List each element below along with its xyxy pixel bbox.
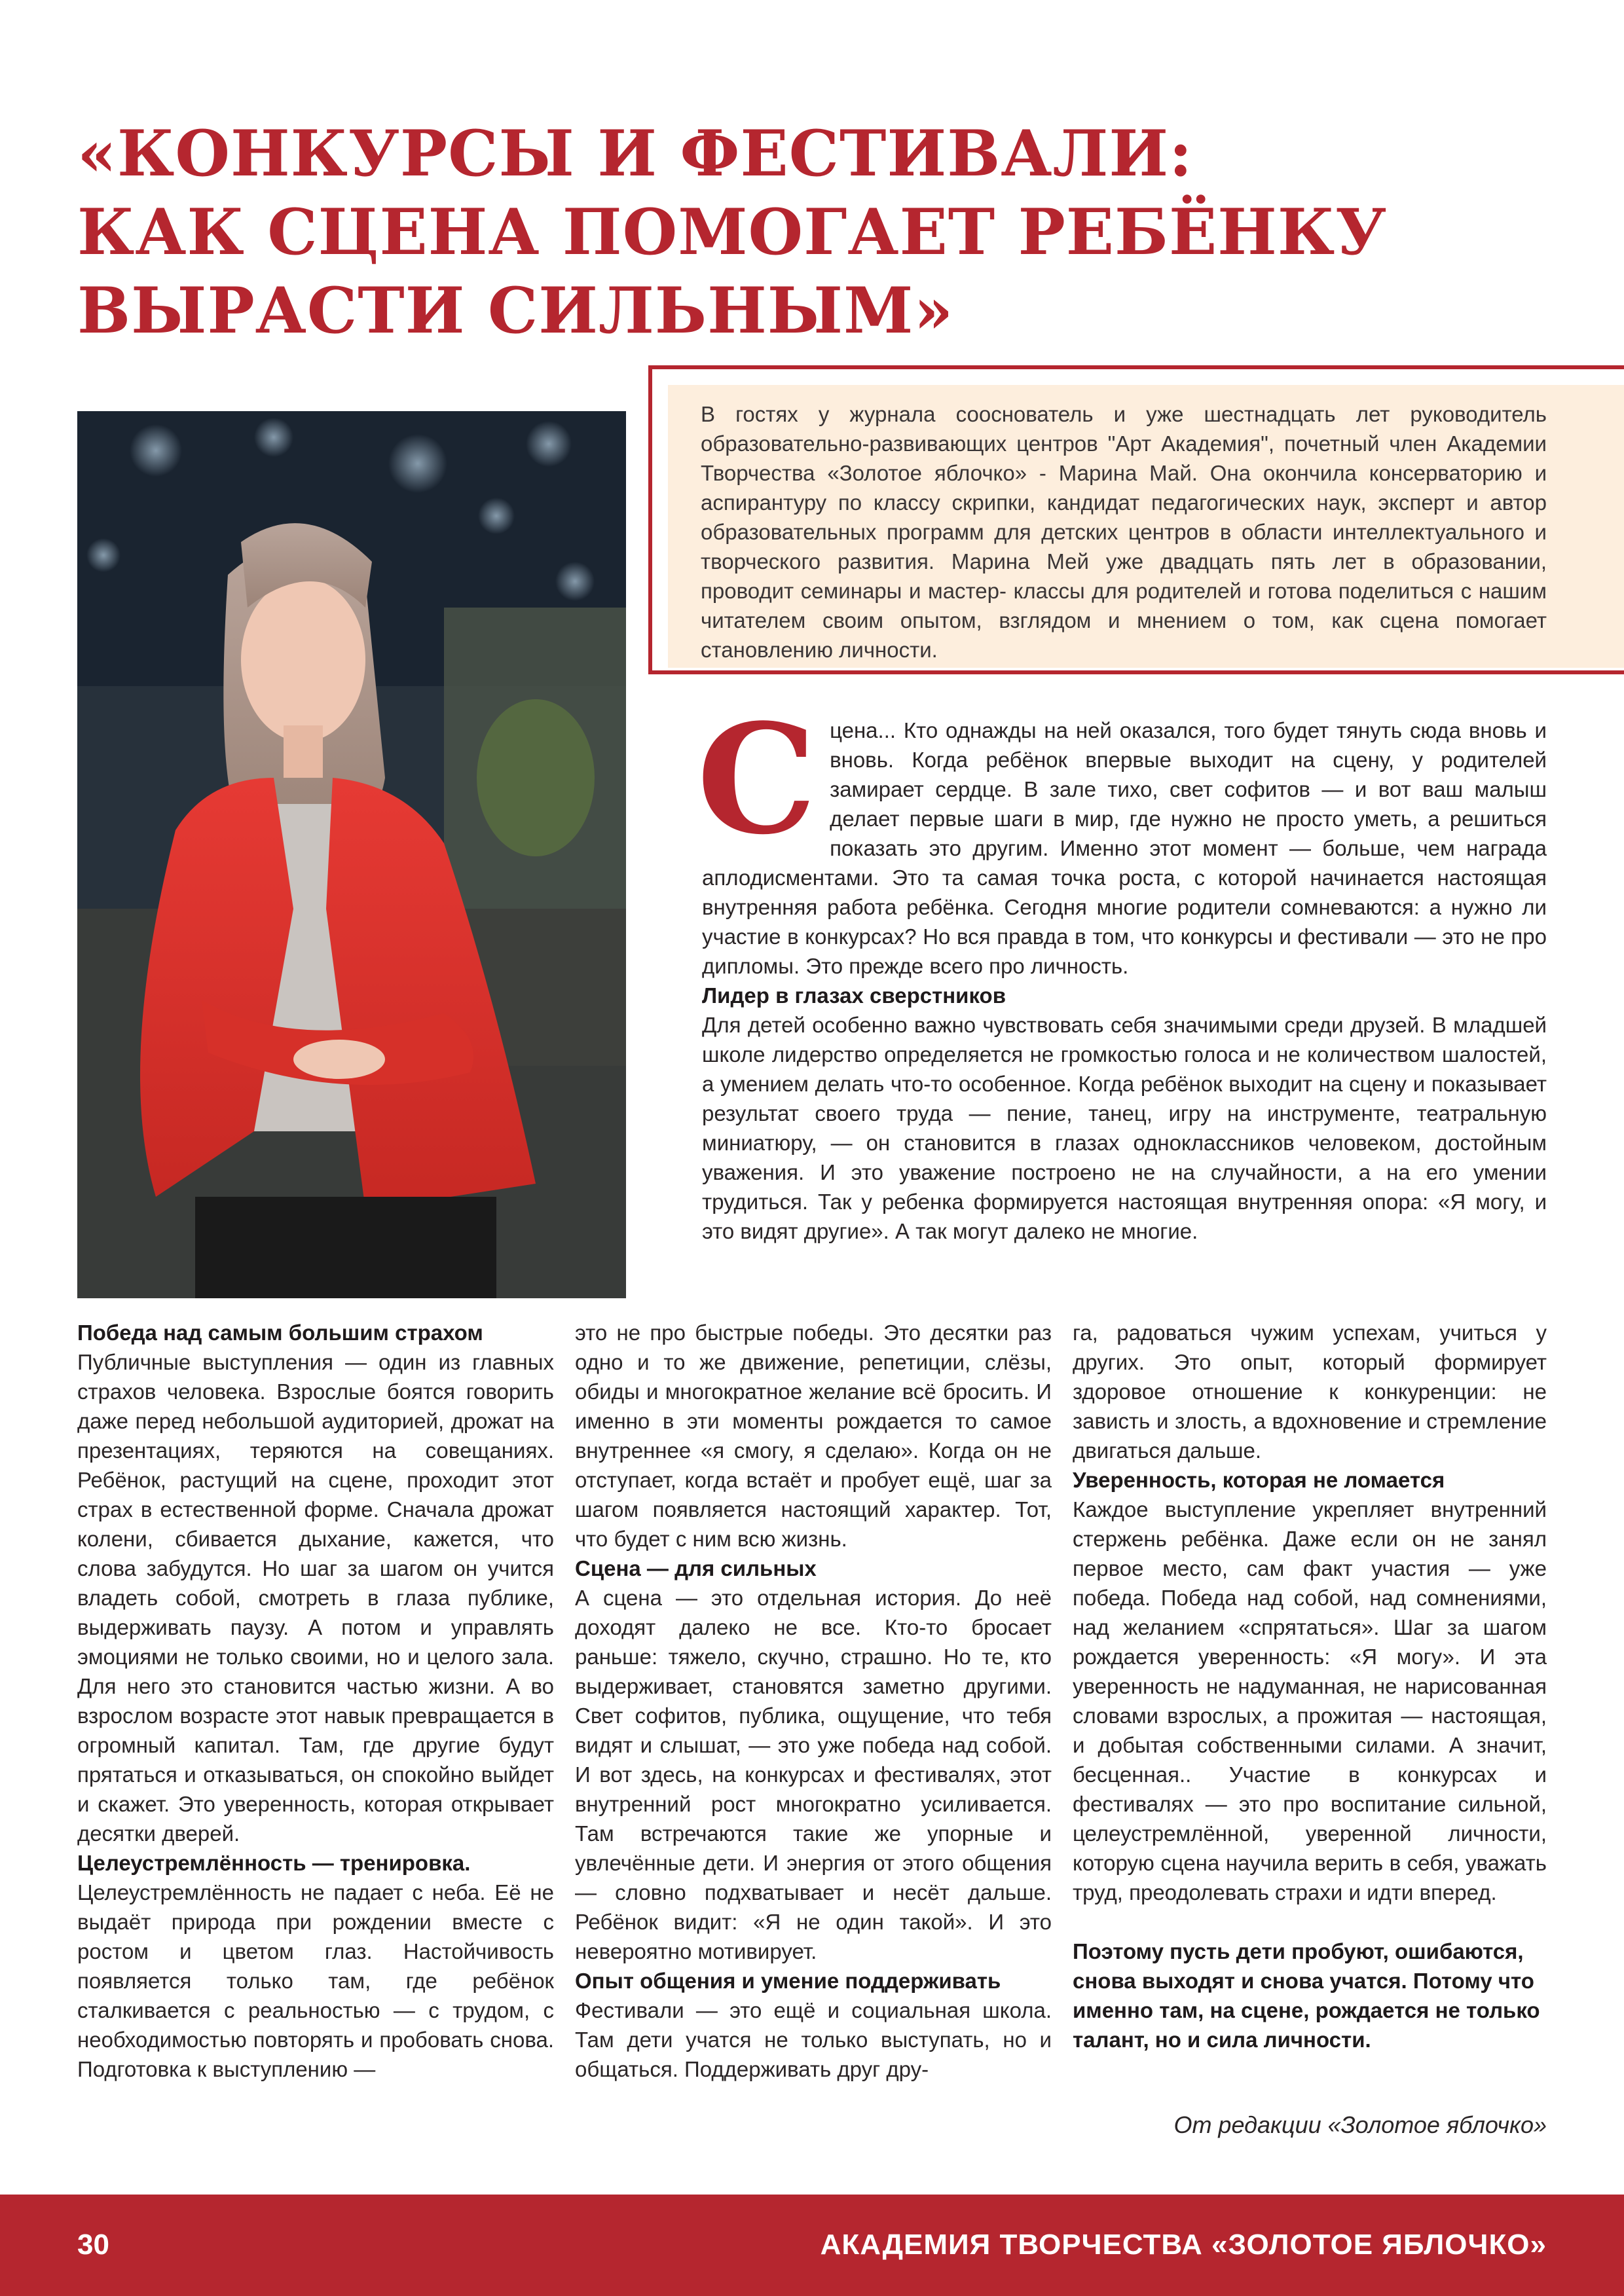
section-heading-confidence: Уверенность, которая не ломается [1073,1468,1445,1492]
section-heading-determination: Целеустремлённость — тренировка. [77,1851,471,1875]
article-column-2 [575,1318,1052,2084]
title-line-3: ВЫРАСТИ СИЛЬНЫМ» [77,274,954,348]
paragraph-communication-cont: га, радоваться чужим успехам, учиться у других. Это опыт, который формирует здоровое отношение к конкуренции: не зависть и злость, а вдохновение и стремление двигаться дальше. [1073,1321,1547,1463]
portrait-photo [77,411,626,1298]
paragraph-determination-cont: это не про быстрые победы. Это десятки раз одно и то же движение, репетиции, слёзы, обиды и многократное желание всё бросить. И именно в эти моменты рождается то самое внутреннее «я смогу, я сделаю». Когда он не отступает, когда встаёт и пробует ещё, шаг за шагом появляется настоящий характер. Тот, что будет с ним всю жизнь. [575,1321,1052,1551]
article-column-1 [77,1318,554,2084]
paragraph-fear: Публичные выступления — один из главных страхов человека. Взрослые боятся говорить даже перед небольшой аудиторией, дрожат на презентациях, теряются на совещаниях. Ребёнок, растущий на сцене, проходит этот страх в естественной форме. Сначала дрожат колени, сбивается дыхание, кажется, что слова забудутся. Но шаг за шагом он учится владеть собой, смотреть в глаза публике, выдерживать паузу. А потом и управлять эмоциями не только своими, но и целого зала. Для него это становится частью жизни. А во взрослом возрасте этот навык превращается в огромный капитал. Там, где другие будут прятаться и отказываться, он спокойно выйдет и скажет. Это уверенность, которая открывает десятки дверей. [77,1350,554,1846]
lead-paragraph: цена... Кто однажды на ней оказался, того будет тянуть сюда вновь и вновь. Когда ребёнок впервые выходит на сцену, у родителей замирает сердце. В зале тихо, свет софитов — и вот ваш малыш делает первые шаги в мир, где нужно не просто уметь, а решиться показать это другим. Именно этот момент — больше, чем награда аплодисментами. Это та самая точка роста, с которой начинается настоящая внутренняя работа ребёнка. Сегодня многие родители сомневаются: а нужно ли участие в конкурсах? Но вся правда в том, что конкурсы и фестивали — это не про дипломы. Это прежде всего про личность. [702,718,1547,978]
section-heading-stage: Сцена — для сильных [575,1556,817,1580]
paragraph-communication: Фестивали — это ещё и социальная школа. Там дети учатся не только выступать, но и общаться. Поддерживать друг дру- [575,1998,1052,2081]
closing-statement: Поэтому пусть дети пробуют, ошибаются, снова выходят и снова учатся. Потому что именно там, на сцене, рождается не только талант, но и сила личности. [1073,1939,1540,2052]
paragraph-confidence: Каждое выступление укрепляет внутренний стержень ребёнка. Даже если он не занял первое место, сам факт участия — уже победа. Победа над собой, над сомнениями, над желанием «спрятаться». Шаг за шагом рождается уверенность: «Я могу». И эта уверенность не надуманная, не нарисованная словами взрослых, а прожитая — настоящая, и добытая собственными силами. А значит, бесценная.. Участие в конкурсах и фестивалях — это про воспитание сильной, целеустремлённой, уверенной личности, которую сцена научила верить в себя, уважать труд, преодолевать страхи и идти вперед. [1073,1497,1547,1904]
intro-text: В гостях у журнала сооснователь и уже шестнадцать лет руководитель образовательно-развивающих центров "Арт Академия", почетный член Академии Творчества «Золотое яблочко» - Марина Май. Она окончила консерваторию и аспирантуру по классу скрипки, кандидат педагогических наук, эксперт и автор образовательных программ для детских центров в области интеллектуального и творческого развития. Марина Мей уже двадцать пять лет в образовании, проводит семинары и мастер- классы для родителей и готова поделиться с нашим читателем своим опытом, взглядом и мнением о том, как сцена помогает становлению личности. [701,402,1547,662]
drop-cap: С [697,691,817,868]
paragraph-leader: Для детей особенно важно чувствовать себя значимыми среди друзей. В младшей школе лидерство определяется не громкостью голоса и не количеством шалостей, а умением делать что-то особенное. Когда ребёнок выходит на сцену и показывает результат своего труда — пение, танец, игру на инструменте, театральную миниатюру, — он становится в глазах одноклассников человеком, достойным уважения. И это уважение построено не на случайности, а на его умении трудиться. Так у ребенка формируется настоящая внутренняя опора: «Я могу, и это видят другие». А так могут далеко не многие. [702,1013,1547,1243]
editorial-signature: От редакции «Золотое яблочко» [1173,2111,1547,2138]
article-title [77,115,1583,350]
section-heading-leader: Лидер в глазах сверстников [702,983,1006,1008]
section-heading-fear: Победа над самым большим страхом [77,1321,483,1345]
paragraph-determination: Целеустремлённость не падает с неба. Её не выдаёт природа при рождении вместе с ростом и цветом глаз. Настойчивость появляется только там, где ребёнок сталкивается с реальностью — с трудом, с необходимостью повторять и пробовать снова. Подготовка к выступлению — [77,1880,554,2081]
title-line-2: КАК СЦЕНА ПОМОГАЕТ РЕБЁНКУ [77,195,1388,269]
page-footer [0,2195,1624,2296]
journal-name: АКАДЕМИЯ ТВОРЧЕСТВА «ЗОЛОТОЕ ЯБЛОЧКО» [820,2229,1547,2261]
article-lead-column [697,691,1547,1246]
intro-box [668,385,1624,668]
title-line-1: «КОНКУРСЫ И ФЕСТИВАЛИ: [77,117,1193,191]
page-number: 30 [77,2229,109,2261]
paragraph-stage: А сцена — это отдельная история. До неё доходят далеко не все. Кто-то бросает раньше: тяжело, скучно, страшно. Но те, кто выдерживает, становятся заметно другими. Свет софитов, публика, ощущение, что тебя видят и слышат, — это уже победа над собой. И вот здесь, на конкурсах и фестивалях, этот внутренний рост многократно усиливается. Там встречаются такие же упорные и увлечённые дети. И энергия от этого общения — словно подхватывает и несёт дальше. Ребёнок видит: «Я не один такой». И это невероятно мотивирует. [575,1586,1052,1963]
portrait-illustration [77,411,626,1298]
section-heading-communication: Опыт общения и умение поддерживать [575,1969,1001,1993]
article-column-3 [1073,1318,1547,2054]
